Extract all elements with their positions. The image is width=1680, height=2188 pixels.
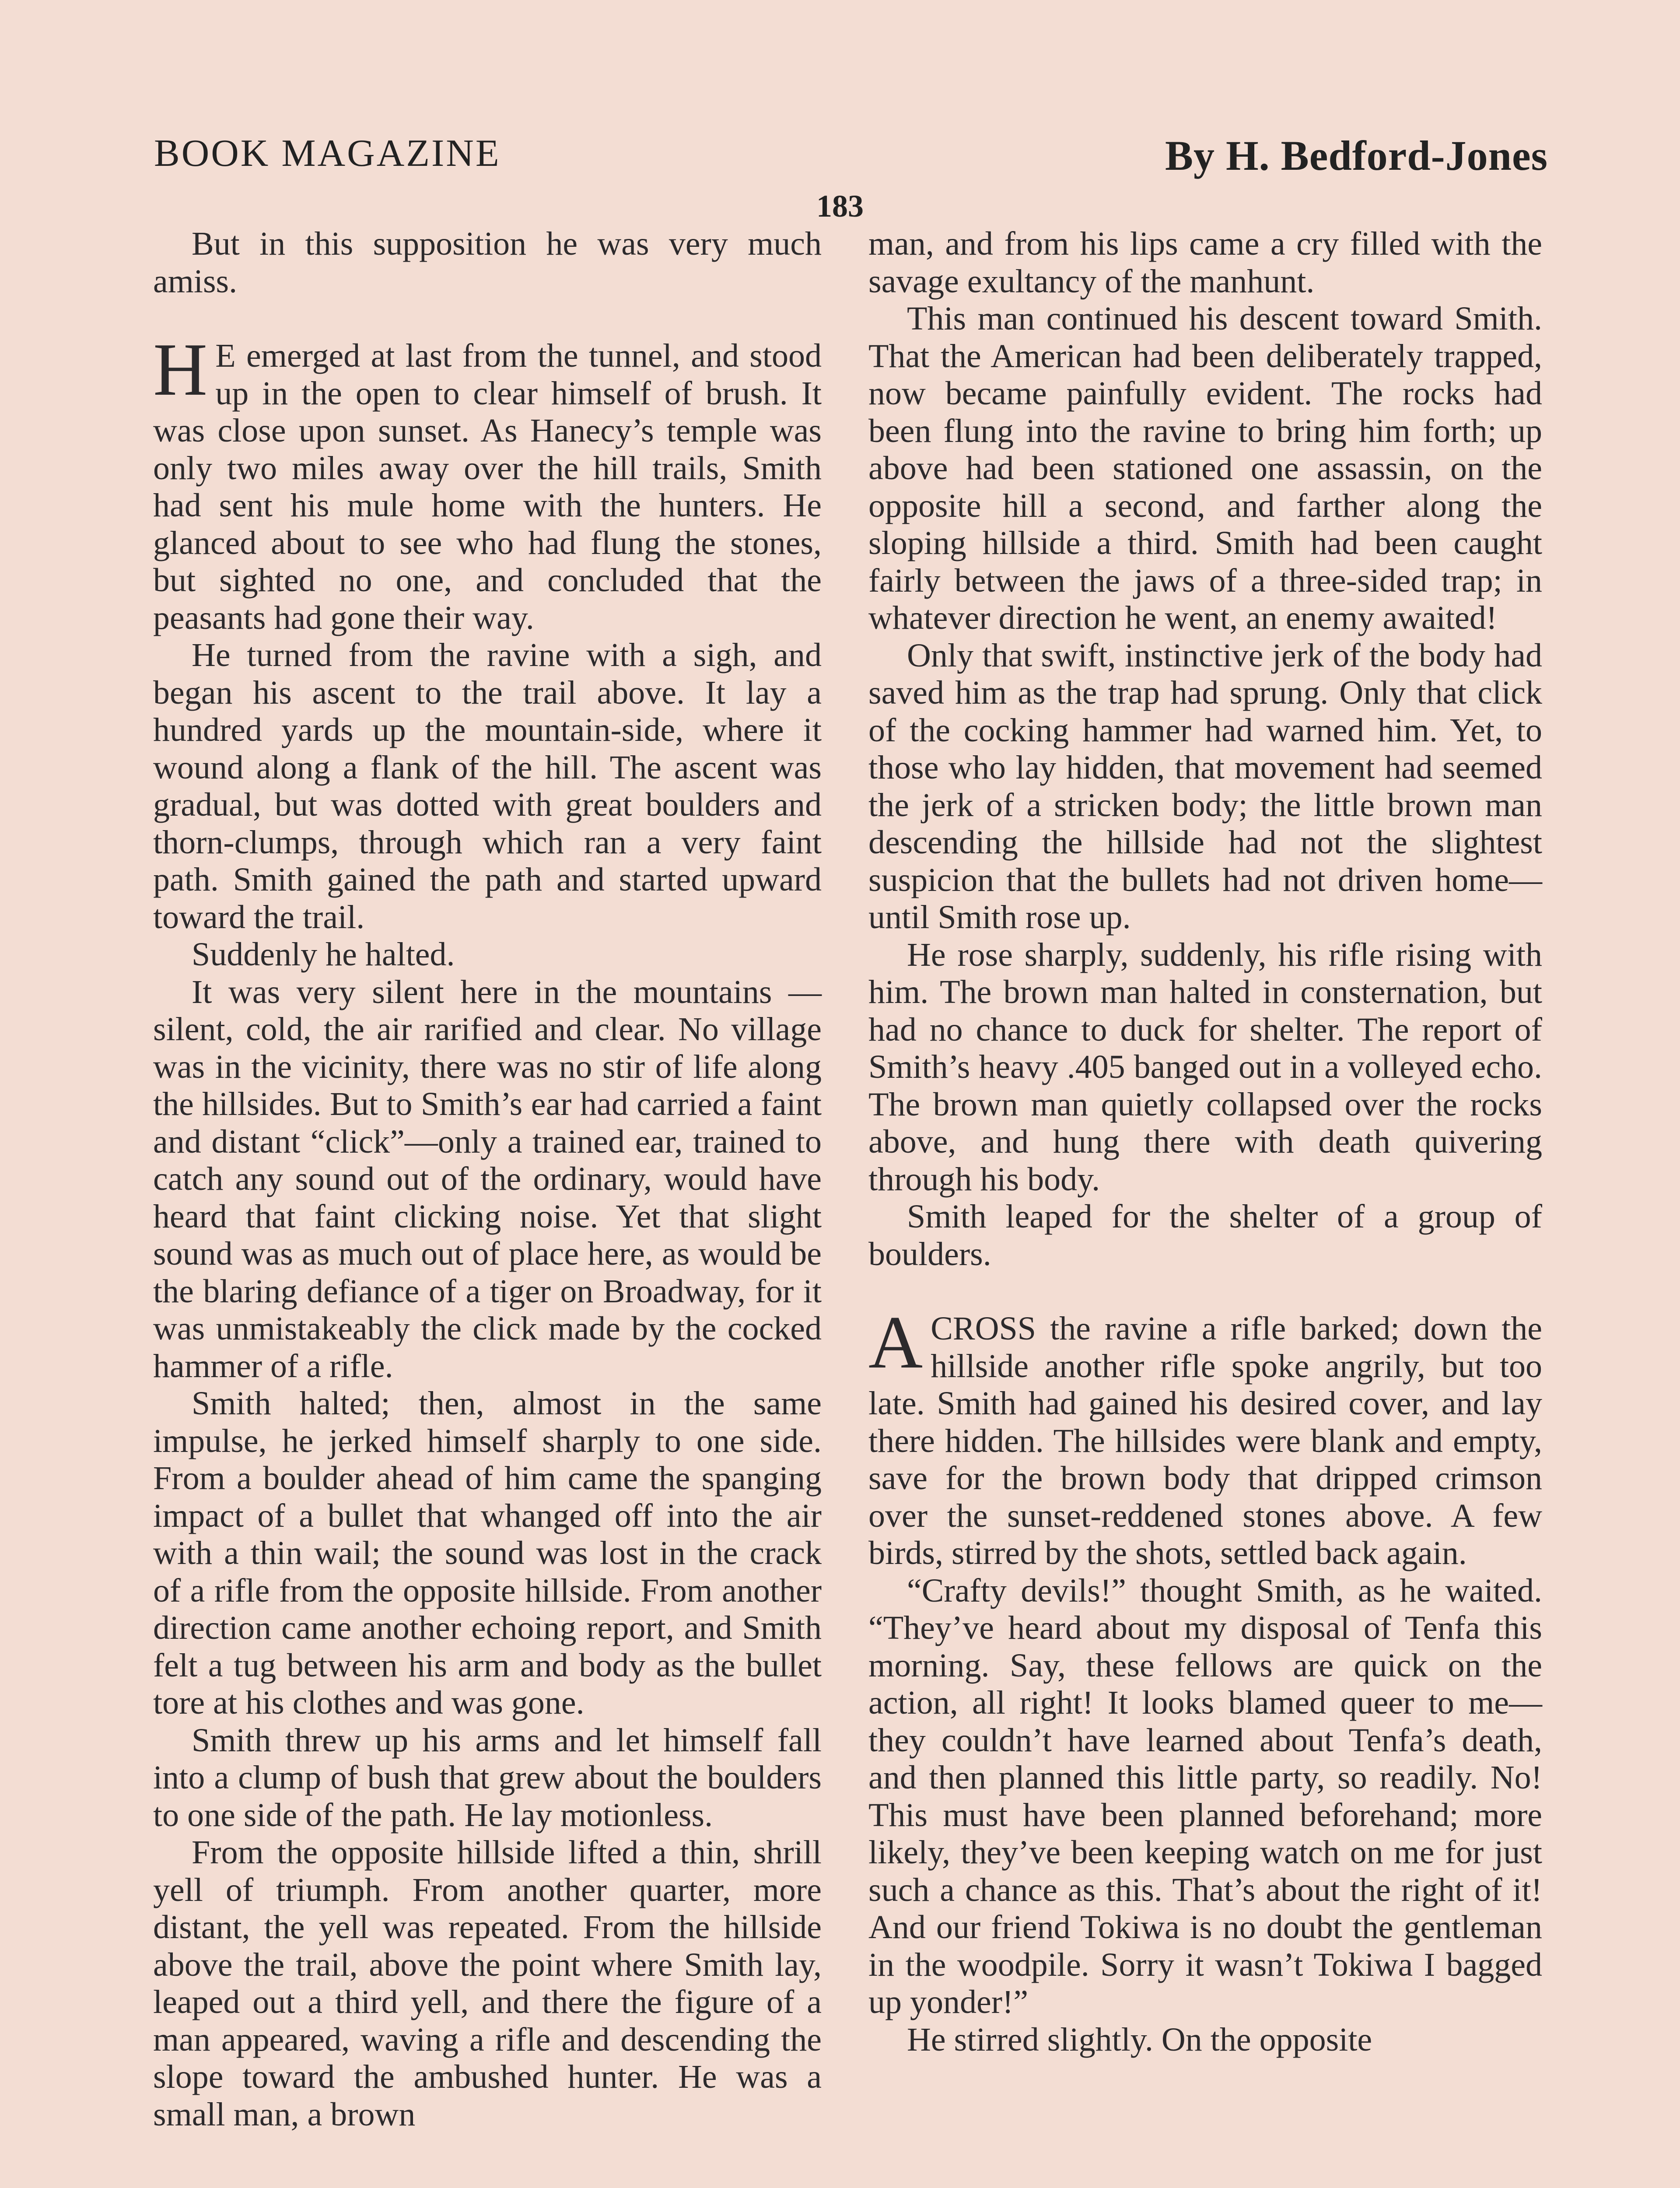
- paragraph: It was very silent here in the mountains —silent, cold, the air rarified and clear. No village was in the vicinity, there was no stir of life along the hillsides. But to Smith’s ear had carried a faint and distant “click”—only a trained ear, trained to catch any sound out of the ordinary, would have heard that faint clicking noise. Yet that slight sound was as much out of place here, as would be the blaring defiance of a tiger on Broadway, for it was unmistakeably the click made by the cocked hammer of a rifle.: [153, 973, 822, 1385]
- paragraph: Suddenly he halted.: [192, 936, 455, 973]
- page-number: 183: [816, 189, 864, 224]
- paragraph-with-dropcap: [153, 328, 822, 637]
- magazine-title: BOOK MAGAZINE: [154, 132, 501, 175]
- drop-cap: H: [153, 328, 208, 411]
- paragraph: This man continued his descent toward Smith. That the American had been deliberately trapped, now became painfully evident. The rocks had been flung into the ravine to bring him forth; up above had been stationed one assassin, on the opposite hill a second, and farther along the sloping hillside a third. Smith had been caught fairly between the jaws of a three-sided trap; in whatever direction he went, an enemy awaited!: [868, 300, 1542, 636]
- paragraph: “Crafty devils!” thought Smith, as he waited. “They’ve heard about my disposal of Tenfa this morning. Say, these fellows are quick on the action, all right! It looks blamed queer to me—they couldn’t have learned about Tenfa’s death, and then planned this little party, so readily. No! This must have been planned beforehand; more likely, they’ve been keeping watch on me for just such a chance as this. That’s about the right of it! And our friend Tokiwa is no doubt the gentleman in the woodpile. Sorry it wasn’t Tokiwa I bagged up yonder!”: [868, 1572, 1542, 2020]
- section-break: [153, 300, 822, 337]
- paragraph: He stirred slightly. On the opposite: [907, 2021, 1372, 2058]
- paragraph: But in this supposition he was very much amiss.: [153, 225, 822, 300]
- author-byline: By H. Bedford-Jones: [1165, 132, 1548, 179]
- paragraph-text: CROSS the ravine a rifle barked; down the hillside another rifle spoke angrily, but too late. Smith had gained his desired cover, and lay there hidden. The hillsides were blank and empty, save for the brown body that dripped crimson over the sunset-reddened stones above. A few birds, stirred by the shots, settled back again.: [868, 1310, 1542, 1571]
- paragraph: Smith halted; then, almost in the same impulse, he jerked himself sharply to one side. From a boulder ahead of him came the spanging impact of a bullet that whanged off into the air with a thin wail; the sound was lost in the crack of a rifle from the opposite hillside. From another direction came another echoing report, and Smith felt a tug between his arm and body as the bullet tore at his clothes and was gone.: [153, 1385, 822, 1721]
- drop-cap: A: [868, 1301, 923, 1384]
- left-column: [153, 225, 822, 2133]
- paragraph: Smith threw up his arms and let himself fall into a clump of bush that grew about the boulders to one side of the path. He lay motionless.: [153, 1722, 822, 1834]
- paragraph: He rose sharply, suddenly, his rifle rising with him. The brown man halted in consternation, but had no chance to duck for shelter. The report of Smith’s heavy .405 banged out in a volleyed echo. The brown man quietly collapsed over the rocks above, and hung there with death quivering through his body.: [868, 936, 1542, 1198]
- paragraph: Smith leaped for the shelter of a group of boulders.: [868, 1198, 1542, 1273]
- paragraph: man, and from his lips came a cry filled with the savage exultancy of the manhunt.: [868, 225, 1542, 300]
- paragraph: He turned from the ravine with a sigh, and began his ascent to the trail above. It lay a hundred yards up the mountain-side, where it wound along a flank of the hill. The ascent was gradual, but was dotted with great boulders and thorn-clumps, through which ran a very faint path. Smith gained the path and started upward toward the trail.: [153, 637, 822, 936]
- paragraph: From the opposite hillside lifted a thin, shrill yell of triumph. From another quarter, more distant, the yell was repeated. From the hillside above the trail, above the point where Smith lay, leaped out a third yell, and there the figure of a man appeared, waving a rifle and descending the slope toward the ambushed hunter. He was a small man, a brown: [153, 1834, 822, 2133]
- paragraph-text: E emerged at last from the tunnel, and stood up in the open to clear himself of brush. It was close upon sunset. As Hanecy’s temple was only two miles away over the hill trails, Smith had sent his mule home with the hunters. He glanced about to see who had flung the stones, but sighted no one, and concluded that the peasants had gone their way.: [153, 337, 822, 636]
- right-column: [868, 225, 1542, 2058]
- paragraph: Only that swift, instinctive jerk of the body had saved him as the trap had sprung. Only that click of the cocking hammer had warned him. Yet, to those who lay hidden, that movement had seemed the jerk of a stricken body; the little brown man descending the hillside had not the slightest suspicion that the bullets had not driven home—until Smith rose up.: [868, 637, 1542, 936]
- paragraph-with-dropcap: [868, 1301, 1542, 1572]
- section-break: [868, 1273, 1542, 1310]
